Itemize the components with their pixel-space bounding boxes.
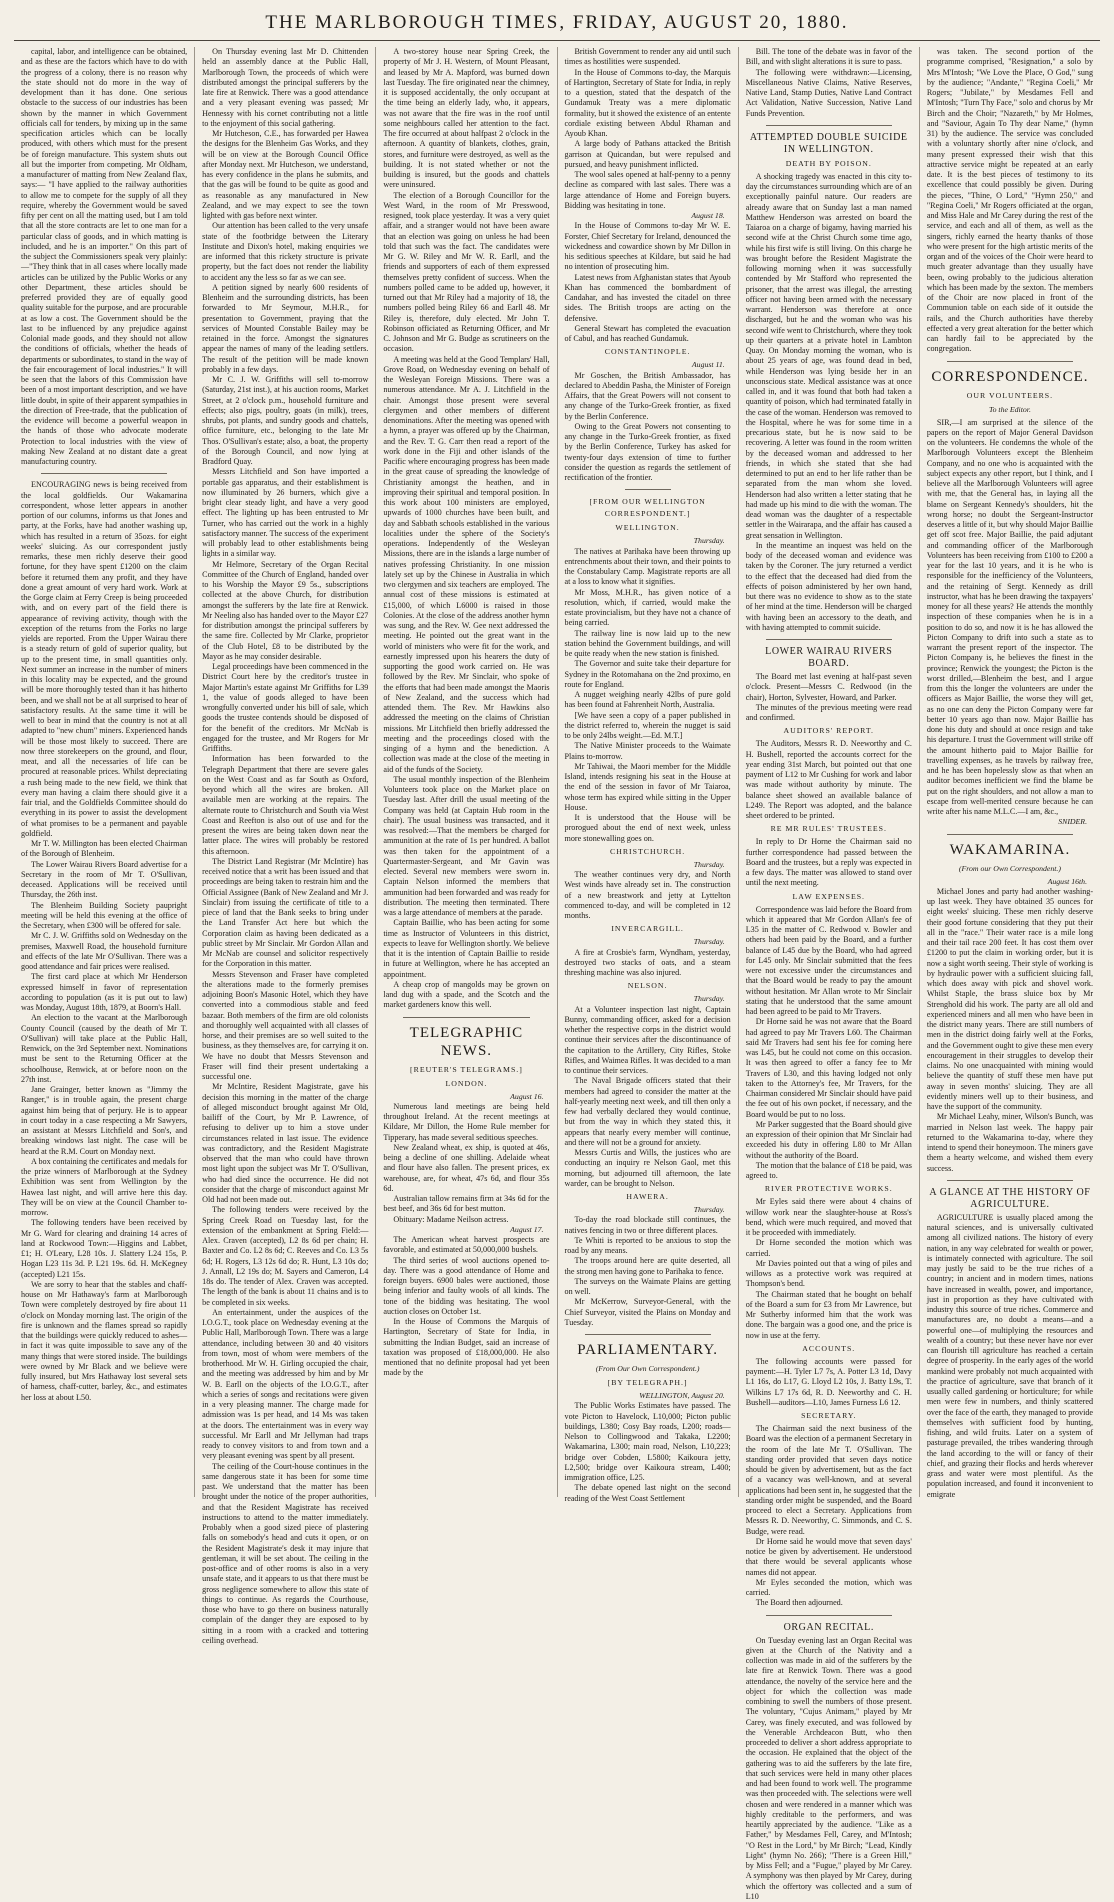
- dateline-date: August 11.: [565, 360, 731, 370]
- news-item: A petition signed by nearly 600 residents of Blenheim and the surrounding districts, has been forwarded to Mr Seymour, M.H.R., for presentation to Government, praying that the services of Mounted Constable Bailey may be retained in the force. Amongst the signatures appear the names of many of the leading settlers. The result of the petition will be made known probably in a few days.: [202, 283, 368, 375]
- news-item: Australian tallow remains firm at 34s 6d for the best beef, and 36s 6d for best mutton.: [383, 1194, 549, 1215]
- divider: [947, 834, 1073, 835]
- masthead: THE MARLBOROUGH TIMES, FRIDAY, AUGUST 20, 1880.: [14, 8, 1100, 41]
- section-heading-double-suicide: ATTEMPTED DOUBLE SUICIDE IN WELLINGTON.: [746, 132, 912, 156]
- news-item: A fire at Crosbie's farm, Wyndham, yesterday, destroyed two stacks of oats, and a steam threshing machine was also injured.: [565, 948, 731, 979]
- news-item: A nugget weighing nearly 42lbs of pure gold has been found at Fahrenheit North, Australia.: [565, 690, 731, 711]
- news-item: An entertainment, under the auspices of the I.O.G.T., took place on Wednesday evening at the Public Hall, Marlborough Town. There was a large attendance, including between 30 and 40 visitors from town, most of whom were members of the brotherhood. Mr W. H. Girling occupied the chair, and the meeting was addressed by him and by Mr W. B. Earll on the objects of the I.O.G.T., after which a series of songs and recitations were given in a very pleasing manner. The charge made for admission was 1s per head, and 14 Ms was taken at the doors. The entertainment was in every way successful. Mr Earll and Mr Jellyman had traps ready to convey visitors to and from town and a very pleasant evening was spent by all present.: [202, 1308, 368, 1462]
- section-subheading: RIVER PROTECTIVE WORKS.: [746, 1183, 912, 1195]
- section-subheading: DEATH BY POISON.: [746, 158, 912, 170]
- news-item: The Lower Wairau Rivers Board advertise for a Secretary in the room of Mr T. O'Sullivan, deceased. Applications will be received until Thursday, the 26th inst.: [21, 860, 187, 901]
- article-paragraph: AGRICULTURE is usually placed among the natural sciences, and is universally cultivated among all civilized nations. The history of every nation, in any way celebrated for wealth or power, is intimately connected with agriculture. The soil may justly be said to be the true riches of a country; in ancient and in modern times, nations have increased in wealth, power, and importance, just in proportion as they have cultivated with industry this source of true riches. Commerce and manufactures are, no doubt a means—and a powerful one—of multiplying the resources and wealth of a country; but these never have nor ever can flourish till agriculture has reached a certain degree of prosperity. In the early ages of the world mankind were probably not much acquainted with the practice of agriculture, save that branch of it usually called gardening or horticulture; for while men were few in numbers, and thinly scattered over the face of the earth, they managed to provide themselves with sufficient food by hunting, fishing, and wild fruits. Later on a system of pasturage prevailed, the tribes wandering through the land according to the will or fancy of their chief, and grazing their flocks and herds wherever grass and water were most plentiful. As the population increased, and found it inconvenient to emigrate: [927, 1213, 1093, 1500]
- news-item: Mr Michael Leahy, miner, Wilson's Bunch, was married in Nelson last week. The happy pair returned to the Wakamarina to-day, where they intend to spend their honeymoon. The miners gave them a hearty welcome, and wished them every success.: [927, 1112, 1093, 1174]
- section-subheading: [REUTER'S TELEGRAMS.]: [383, 1064, 549, 1076]
- dateline-place: CHRISTCHURCH.: [565, 846, 731, 858]
- news-item: Correspondence was laid before the Board from which it appeared that Mr Gordon Allan's fee of L35 in the matter of C. Redwood v. Bowler and others had been paid by the Board, and a further balance of L45 due by the Board, who had agreed for L45 only. Mr Sinclair submitted that the fees were not excessive under the circumstances and that the Board would be ready to pay the amount without hesitation. Mr Allan wrote to Mr Sinclair stating that he understood that the same amount had been agreed to be paid to Mr Travers.: [746, 905, 912, 1018]
- news-item: The debate opened last night on the second reading of the West Coast Settlement: [565, 1483, 731, 1504]
- news-item: The wool sales opened at half-penny to a penny decline as compared with last sales. There was a large attendance of Home and Foreign buyers. Bidding was hesitating in tone.: [565, 170, 731, 211]
- letter-body: SIR,—I am surprised at the silence of the papers on the report of Major General Davidson on the volunteers. He condemns the whole of the Marlborough Volunteers except the Blenheim Company, and no one who is acquainted with the subject expects any other report, but I think, and I believe all the Marlborough Volunteers will agree with me, that the General has, in laying all the blame on Sergeant Kennedy's shoulders, hit the wrong horse; no doubt the Sergeant-Instructor deserves a little of it, but why should Major Baillie get off scot free. Major Baillie, the paid adjutant and commanding officer of the Marlborough Volunteers has been receiving from £100 to £200 a year for the last 10 years, and it is he who is responsible for the inefficiency of the Volunteers, and the retaining of Sergt. Kennedy as drill instructor, what has he been drawing the taxpayers' money for all these years? He attends the monthly inspection of these companies when he is in a position to do so, and now it is he has allowed the Picton Company to drift into such a state as to warrant the present report of the inspector. The Picton Company is, he believes the finest in the province; Renwick the youngest; the Picton is the worst drilled,—Blenheim the best, and I argue from this the longer the volunteers are under the officers as Major Baillie, the worse they will get, as no one can deny the Picton Company were far better 10 years ago than now. Major Baillie has done his duty and should at once resign and take his departure. I trust the Government will strike off the amount hitherto paid to Major Baillie for travelling expenses, as he travels by railway free, and he has been hopelessly slow as that when an auditor becomes inefficient we find the blame be put on the right shoulders, and not allow a man to escape from well-merited censure because he can write after his name M.L.C.—I am, &c.,: [927, 418, 1093, 818]
- news-item: Messrs Curtis and Wills, the justices who are conducting an inquiry re Nelson Gaol, met this morning, but adjourned till afternoon, the late warder, can be brought to Nelson.: [565, 1148, 731, 1189]
- dateline-place: INVERCARGILL.: [565, 923, 731, 935]
- news-item: A meeting was held at the Good Templars' Hall, Grove Road, on Wednesday evening on behalf of the Wesleyan Foreign Missions. There was a numerous attendance. Mr A. J. Litchfield in the chair. Amongst those present were several clergymen and other members of different denominations. After the meeting was opened with a hymn, a prayer was offered up by the Chairman, and the Rev. T. G. Carr then read a report of the work done in the Fiji and other islands of the Pacific where encouraging progress has been made in the great cause of spreading the knowledge of Christianity amongst the heathen, and in improving their spiritual and temporal position. In this work about 100 ministers are employed, upwards of 1000 churches have been built, and day and Sabbath schools established in the various localities under the sphere of the Society's operations. Independently of the Wesleyan Missions, there are in the islands a large number of natives professing Christianity. In one mission lately set up by the Chinese in Australia in which two clergymen and six teachers are employed. The annual cost of these missions is estimated at £15,000, of which L6000 is raised in those Colonies. At the close of the address another hymn was sung, and the Rev. W. Gee next addressed the meeting. He pointed out the great want in the world of ministers who were fit for the work, and earnestly impressed upon his hearers the duty of supporting the good work carried on. He was followed by the Rev. Mr Sinclair, who spoke of the efforts that had been made amongst the Maoris of New Zealand, and the success which had attended them. The Rev. Mr Hawkins also addressed the meeting on the claims of Christian missions. Mr Litchfield then briefly addressed the meeting and the proceedings closed with the singing of a hymn and the benediction. A collection was made at the close of the meeting in aid of the funds of the Society.: [383, 355, 549, 775]
- section-subheading: [BY TELEGRAPH.]: [565, 1377, 731, 1389]
- news-item: The usual monthly inspection of the Blenheim Volunteers took place on the Market place on Tuesday last. After drill the usual meeting of the Company was held (at Captain Hub room in the chair). The usual business was transacted, and it was resolved:—That the members be charged for ammunition at the rate of 1s per hundred. A ballot was then taken for the appointment of a Quartermaster-Sergeant, and Mr Gavin was elected. Several new members were sworn in. Captain Nelson informed the members that ammunition had been forwarded and was ready for distribution. The meeting then terminated. There was a large attendance of members at the parade.: [383, 775, 549, 919]
- news-item: The Native Minister proceeds to the Waimate Plains to-morrow.: [565, 741, 731, 762]
- news-item: The following were withdrawn:—Licensing, Miscellaneous Native Claims, Native Reserves, Native Land, Stamp Duties, Native Land Contract Act Validation, Native Succession, Native Land Funds Prevention.: [746, 68, 912, 119]
- section-heading-telegraphic-news: TELEGRAPHIC NEWS.: [383, 1024, 549, 1060]
- section-subheading: (From Our Own Correspondent.): [565, 1363, 731, 1375]
- news-item: Captain Baillie, who has been acting for some time as Instructor of Volunteers in this district, expects to leave for Wellington shortly. We believe that it is the intention of Captain Baillie to reside in future at Wellington, where he has accepted an appointment.: [383, 918, 549, 980]
- divider: [766, 639, 892, 640]
- news-item: A box containing the certificates and medals for the prize winners of Marlborough at the Sydney Exhibition was sent from Wellington by the Hawea last night, and will arrive here this day. They will be on view at the Council Chamber to-morrow.: [21, 1157, 187, 1219]
- news-item: The following accounts were passed for payment:—H. Tyler L7 7s, A. Potter L3 1d, Davy L1 16s, do L17, G. Lloyd L2 10s, J. Batty L9s, T. Wilkins L7 17s 6d, R. D. Neeworthy and C. H. Bushell—auditors—L10, James Furness L6 12.: [746, 1357, 912, 1408]
- news-item: The Governor and suite take their departure for Sydney in the Rotomahana on the 2nd proximo, en route for England.: [565, 659, 731, 690]
- section-subheading: ACCOUNTS.: [746, 1343, 912, 1355]
- news-item: The troops around here are quite deserted, all the strong men having gone to Parihaka to fence.: [565, 1256, 731, 1277]
- news-item: A cheap crop of mangolds may be grown on land dug with a spade, and the Scotch and the market gardeners know this well.: [383, 980, 549, 1011]
- news-item: Our attention has been called to the very unsafe state of the footbridge between the Literary Institute and Dixon's hotel, making enquiries we are informed that this rickety structure is private property, but the fact does not render the liability to accident any the less so far as we can see.: [202, 221, 368, 283]
- column-4: [558, 47, 739, 1497]
- news-item: In reply to Dr Horne the Chairman said no further correspondence had passed between the Board and the trustees, but a reply was expected in a few days. The matter was allowed to stand over until the next meeting.: [746, 837, 912, 888]
- dateline-place: WELLINGTON.: [565, 522, 731, 534]
- news-item: The ceiling of the Court-house continues in the same dangerous state it has been for some time past. We understand that the matter has been brought under the notice of the proper authorities, and that the Resident Magistrate has received instructions to attend to the matter immediately. Probably when a good sized piece of plastering falls on somebody's head and cuts it open, or on the Resident Magistrate's desk it may injure that gentleman, it will be set about. The ceiling in the post-office and of other rooms is also in a very unsafe state, and it appears to us that there must be gross negligence somewhere to allow this state of things to continue. As regards the Courthouse, those who have to go there on business naturally complain of the danger they are exposed to by sitting in a room with a cracked and tottering ceiling overhead.: [202, 1462, 368, 1647]
- dateline-date: August 16.: [383, 1092, 549, 1102]
- section-subheading: (From our Own Correspondent.): [927, 863, 1093, 875]
- news-item: The Chairman said the next business of the Board was the election of a permanent Secretary in the room of the late Mr T. O'Sullivan. The standing order provided that seven days notice should be given by advertisement, but as the fact of a vacancy was well-known, and at several applications had been sent in, he suggested that the standing order might be suspended, and the Board proceed to elect a Secretary. Applications from Messrs R. D. Neeworthy, C. Simmonds, and C. S. Budge, were read.: [746, 1424, 912, 1537]
- news-item: In the House of Commons to-day, the Marquis of Hartington, Secretary of State for India, in reply to a question, stated that the despatch of the Gundamuk Treaty was a mere diplomatic formality, but it showed the existence of an entente cordiale existing between Abdul Rhaman and Ayoub Khan.: [565, 68, 731, 140]
- letter-salutation: To the Editor.: [927, 404, 1093, 416]
- section-subheading: RE MR RULES' TRUSTEES.: [746, 823, 912, 835]
- divider: [41, 473, 167, 474]
- article-paragraph: capital, labor, and intelligence can be obtained, and as these are the factors which have to do with the progress of a colony, there is no reason why the state should not do more in the way of development than it has done. One serious obstacle to the success of our industries has been shown by the manner in which Government officials call for tenders, by mixing up in the same specification articles which can be locally produced, with others which must for the present be of foreign manufacture. This system shuts out all but the importer from competing. Mr Oldham, a manufacturer of matting from New Zealand flax, says:— "I have applied to the railway authorities to allow me to compete for the supply of all they require, whereby the Government would be saved fifty per cent on all the matting used, but I am told that all the store contracts are let to one man for a particular class of goods, and in which matting is included, and he is an importer." On this part of the subject the Commissioners speak very plainly:—"They think that in all cases where locally made articles can be utilized by the Public Works or any other Department, these articles should be preferred provided they are of equally good quality suitable for the purpose, and are procurable at as low a cost. The Government should be the last to be influenced by any prejudice against Colonial made goods, and they should not allow the conditions of officials, whether the heads of departments or subordinates, to stand in the way of the fair encouragement of local industries." It will be seen that the labors of this Commission have been of a most important description, and we have little doubt, in spite of their apparent sympathies in the direction of Free-trade, that the publication of the evidence will become a powerful weapon in the hands of those who advocate moderate Protection to local industries with the view of making New Zealand at no distant date a great manufacturing country.: [21, 47, 187, 467]
- news-item: Mr Hutcheson, C.E., has forwarded per Hawea the designs for the Blenheim Gas Works, and they will be on view at the Borough Council Office after Monday next. Mr Hutcheson, we understand, has every confidence in the plans he submits, and that the gas will be found to be quite as good and as reasonable as any manufactured in New Zealand, and we may expect to see the town lighted with gas before next winter.: [202, 129, 368, 221]
- news-item: The surveys on the Waimate Plains are getting on well.: [565, 1277, 731, 1298]
- news-item: Mr Davies pointed out that a wing of piles and willows as a protective work was required at Thompson's bend.: [746, 1259, 912, 1290]
- news-item: Dr Horne seconded the motion which was carried.: [746, 1238, 912, 1259]
- news-item: Numerous land meetings are being held throughout Ireland. At the recent meetings at Kildare, Mr Dillon, the Home Rule member for Tipperary, has made several seditious speeches.: [383, 1102, 549, 1143]
- news-item: Latest news from Afghanistan states that Ayoub Khan has commenced the bombardment of Candahar, and has invested the citadel on three sides. The British troops are acting on the defensive.: [565, 273, 731, 324]
- news-item: The Naval Brigade officers stated that their members had agreed to consider the matter at the half-yearly meeting next week, and till then only a few had verbally declared they would continue, but from the way in which they stated this, it appears that nearly every member will continue, and there will not be a ground for anxiety.: [565, 1076, 731, 1148]
- news-item: Michael Jones and party had another washing-up last week. They have obtained 35 ounces for eight weeks' sluicing. These men richly deserve their good fortune considering that they put their all in the "race." Their water race is a mile long and their tail race 200 feet. It has cost them over £1200 to put the claim in working order, but it is now a sight worth seeing. Their style of working is by hydraulic power with a sufficient sluicing fall, which does away with pick and shovel work. Whilst Staple, the brass sluice box by Mr Strenghold did his work. The party are all old and experienced miners and all men who have been in the district many years. There are still numbers of men in the district doing fairly well at the Forks, and the Government ought to give these men every encouragement in their struggles to develop their claims. No one unacquainted with mining would believe the quantity of stuff these men have put away in seven months' sluicing. They are all evidently miners well up to their business, and have the support of the community.: [927, 887, 1093, 1113]
- column-5: [739, 47, 920, 1497]
- news-item: General Stewart has completed the evacuation of Cabul, and has reached Gundamuk.: [565, 324, 731, 345]
- news-item: The following tenders have been received by Mr G. Ward for clearing and draining 14 acres of land at Rockwood Town:—Higgins and Labbet, £1; H. O'Leary, L28 10s. J. Slattery L24 15s, P. Hogan L23 11s 3d. P. L21 19s. 6d. H. McKegney (accepted) L21 15s.: [21, 1218, 187, 1280]
- news-item: The Blenheim Building Society paupright meeting will be held this evening at the office of the Secretary, when £300 will be offered for sale.: [21, 901, 187, 932]
- article-paragraph: ENCOURAGING news is being received from the local goldfields. Our Wakamarina correspondent, whose letter appears in another portion of our columns, informs us that Jones and party, at the Forks, have had another washing up, which has resulted in a return of 35ozs. for eight weeks' sluicing. As our correspondent justly remarks, these men richly deserve their good fortune, for they have spent £1200 on the claim before it returned them any profit, and they have done a great amount of very hard work. Work at the Gorge claim at Ferry Creep is being proceeded with, and on every part of the field there is appearance of reviving activity, though with the exception of the returns from the Forks no large yields are reported. From the Upper Wairau there is a steady return of gold of superior quality, but up to the present time, in small quantities only. Next summer an increase in the number of miners in this locality may be expected, and the ground will be more thoroughly tested than it has hitherto been, and we shall not be at all surprised to hear of satisfactory results. At the same time it will be well to bear in mind that the country is not at all adapted to "new chum" miners. Experienced hands will be those most likely to succeed. There are now three storekeepers on the ground, and flour, meat, and all the necessaries of life can be procured at reasonable prices. Whilst depreciating a rush being made to the new field, we think that every man having a claim there should give it a fair trial, and the Goldfields Committee should do everything in its power to assist the development of what promises to be a permanent and payable goldfield.: [21, 480, 187, 839]
- dateline-date: WELLINGTON, August 20.: [565, 1391, 731, 1401]
- news-item: Dr Horne said he was not aware that the Board had agreed to pay Mr Travers L60. The Chairman said Mr Travers had sent his fee for coming here was L45, but he could not come on this occasion. It was then agreed to offer a fancy fee to Mr Travers of L30, and this having lodged not only taken to the Attorney's fee, Mr Travers, for the Chairman considered Mr Sinclair should have paid the fee out of his own pocket, if necessary, and the Board would be put to no loss.: [746, 1017, 912, 1120]
- news-item: We are sorry to hear that the stables and chaff-house on Mr Hathaway's farm at Marlborough Town were completely destroyed by fire about 11 o'clock on Monday morning last. The origin of the fire is unknown and the flames spread so rapidly that the buildings were quickly reduced to ashes—in fact it was quite impossible to save any of the many things that were stored inside. The buildings were owned by Mr Black and we believe were fully insured, but Mrs Hathaway lost several sets of harness, chaff-cutter, barley, &c., and estimates her loss at about L50.: [21, 1280, 187, 1403]
- dateline-place: LONDON.: [383, 1078, 549, 1090]
- section-heading-agriculture: A GLANCE AT THE HISTORY OF AGRICULTURE.: [927, 1187, 1093, 1211]
- divider: [403, 1017, 529, 1018]
- news-item: The Public Works Estimates have passed. The vote Picton to Havelock, L10,000; Picton public buildings, L380; Cosy Bay roads, L200; roads—Nelson to Collingwood and Takaka, L2200; Wakamarina, L300; main road, Nelson, L10,223; bridge over Cobden, L5800; Kaikoura jetty, L2,500; bridge over Kaikoura stream, L400; immigration office, L25.: [565, 1401, 731, 1483]
- news-item: The American wheat harvest prospects are favorable, and estimated at 50,000,000 bushels.: [383, 1235, 549, 1256]
- news-item: A two-storey house near Spring Creek, the property of Mr J. H. Western, of Mount Pleasant, and leased by Mr A. Mapford, was burned down last Tuesday. The fire originated near the chimney, it is supposed accidentally, the only occupant at the time being an elderly lady, who, it appears, was not aware that the fire was in the roof until some neighbours called her attention to the fact. The fire occurred at about halfpast 2 o'clock in the afternoon. A quantity of blankets, clothes, grain, stores, and furniture were destroyed, as well as the building. It is not stated whether or not the building is insured, but the goods and chattels were uninsured.: [383, 47, 549, 191]
- section-heading-wakamarina: WAKAMARINA.: [927, 841, 1093, 859]
- news-item: Mr C. J. W. Griffiths will sell to-morrow (Saturday, 21st inst.), at his auction rooms, Market Street, at 2 o'clock p.m., household furniture and effects; also pigs, poultry, goats (in milk), trees, shrubs, pot plants, and sundry goods and chattels, office furniture, etc., belonging to the late Mr Thos. O'Sullivan's estate; also, a boat, the property of the Borough Council, and now lying at Bradford Quay.: [202, 375, 368, 467]
- letter-signature: SNIDER.: [927, 817, 1093, 827]
- news-item: Information has been forwarded to the Telegraph Department that there are severe gales on the West Coast and as far South as Oxford, beyond which all the wires are broken. All available men are working at the repairs. The alternate route to Christchurch and South via West Coast and Reefton is also out of use and for the present the wires are being taken down near the latter place. The wires will probably be restored this afternoon.: [202, 754, 368, 857]
- section-heading-rivers-board: LOWER WAIRAU RIVERS BOARD.: [746, 646, 912, 670]
- news-item: was taken. The second portion of the programme comprised, "Resignation," a solo by Mrs M'Intosh; "We Love the Place, O God," sung by the audience; "Andante," "Regina Coeli," Mr Rogers; "Jubilate," by Mesdames Fell and M'Intosh; "Turn Thy Face," solo and chorus by Mr Birch and the Choir; "Nazareth," by Mr Holmes, and "Saviour, Again To Thy dear Name," (hymn 31) by the audience. The service was concluded with a voluntary shortly after nine o'clock, and many present expressed their wish that this attractive service might be repeated at an early date. It is the best pieces of testimony to its excellence that could possibly be given. During the pieces, "Thine, O Lord," "Hymn 250," and "Regina Coeli," Mr Rogers officiated at the organ, and Miss Hale and Mr Carey during the rest of the service, and each and all of them, as well as the singers, richly earned the hearty thanks of those who were present for the high artistic merits of the organ and of the voices of the Choir were heard to much greater advantage than they usually have been, owing probably to the judicious alteration which has been made by the sexton. The members of the Choir are now placed in front of the Communion table on each side of it outside the rails, and the Church authorities have thereby effected a very great alteration for the better which can hardly fail to be appreciated by the congregation.: [927, 47, 1093, 355]
- section-heading-correspondence: CORRESPONDENCE.: [927, 368, 1093, 386]
- news-item: Legal proceedings have been commenced in the District Court here by the creditor's trustee in Major Martin's estate against Mr Griffiths for L39 1, the value of goods alleged to have been wrongfully converted under his bill of sale, which goods the trustee contends should be disposed of for the benefit of the creditors. Mr McNab is engaged for the trustee, and Mr Rogers for Mr Griffiths.: [202, 662, 368, 754]
- section-subheading: SECRETARY.: [746, 1410, 912, 1422]
- section-heading-parliamentary: PARLIAMENTARY.: [565, 1341, 731, 1359]
- news-item: Mr Tahiwai, the Maori member for the Middle Island, intends resigning his seat in the House at the end of the session in favor of Mr Taiaroa, whose term has expired while sitting in the Upper House.: [565, 762, 731, 813]
- news-item: In the meantime an inquest was held on the body of the deceased woman and evidence was taken by the Coroner. The jury returned a verdict to the effect that the deceased had died from the effects of poison administered by her own hand, but there was no evidence to show as to the state of her mind at the time. Henderson will be charged with having been an accessory to the death, and with having attempted to commit suicide.: [746, 541, 912, 633]
- news-item: Mr Moss, M.H.R., has given notice of a resolution, which, if carried, would make the estate provincialism, but they have not a chance of being carried.: [565, 588, 731, 629]
- news-item: In the House of Commons the Marquis of Hartington, Secretary of State for India, in submitting the Indian Budget, said an increase of taxation was proposed of £18,000,000. He also mentioned that no definite proposal had yet been made by the: [383, 1317, 549, 1379]
- news-item: In the House of Commons to-day Mr W. E. Forster, Chief Secretary for Ireland, denounced the wickedness and cowardice shown by Mr Dillon in his seditious speeches at Kildare, but said he had no intention of prosecuting him.: [565, 221, 731, 272]
- divider: [766, 125, 892, 126]
- news-item: Mr Eyles seconded the motion, which was carried.: [746, 1578, 912, 1599]
- news-item: On Tuesday evening last an Organ Recital was given at the Church of the Nativity and a collection was made in aid of the sufferers by the late fire at Renwick Town. There was a good attendance, the novelty of the service here and the object for which the collection was made combining to swell the numbers of those present. The voluntary, "Cujus Animam," played by Mr Carey, was finely executed, and was followed by the Venerable Archdeacon Butt, who then proceeded to deliver a short address appropriate to the occasion. He explained that the object of the gathering was to aid the sufferers by the late fire, that such services were held in many other places and had been found to work well. The programme was then proceeded with. The selections were well chosen and were rendered in a manner which was highly creditable to the performers, and was heartily appreciated by the audience. "Like as a Father," by Mesdames Fell, Carey, and M'Intosh; "O Rest in the Lord," by Mr Birch; "Lead, Kindly Light" (hymn No. 266); "There is a Green Hill," by Miss Fell; and a "Fugue," played by Mr Carey. A symphony was then played by Mr Carey, during which the offertory was collected and a sum of L10: [746, 1636, 912, 1902]
- news-item: The railway line is now laid up to the new station behind the Government buildings, and will be quite ready when the new station is finished.: [565, 629, 731, 660]
- news-item: The weather continues very dry, and North West winds have already set in. The construction of a new breastwork and jetty at Lyttelton commenced to-day, and will be completed in 12 months.: [565, 870, 731, 921]
- dateline-place: HAWERA.: [565, 1191, 731, 1203]
- divider: [625, 489, 671, 490]
- news-item: Mr Helmore, Secretary of the Organ Recital Committee of the Church of England, handed over to his Worship the Mayor £9 5s., subscriptions collected at the above Church, for distribution amongst the sufferers by the late fire at Renwick. Mr Neeling also has handed over to the Mayor £27 for distribution amongst the principal sufferers by the same fire. Collected by Mr Clarke, proprietor of the Club Hotel, £8 to be distributed by the Mayor as he may consider desirable.: [202, 560, 368, 663]
- divider: [947, 361, 1073, 362]
- divider: [947, 1180, 1073, 1181]
- news-item: Dr Horne said he would move that seven days' notice be given by advertisement. He understood that there would be several applicants whose names did not appear.: [746, 1537, 912, 1578]
- dateline-place: CONSTANTINOPLE.: [565, 346, 731, 358]
- dateline-date: Thursday.: [565, 536, 731, 546]
- news-item: Bill. The tone of the debate was in favor of the Bill, and with slight alterations it is sure to pass.: [746, 47, 912, 68]
- news-item: Obituary: Madame Neilson actress.: [383, 1215, 549, 1225]
- news-item: A large body of Pathans attacked the British garrison at Quicandan, but were repulsed and pursued, and heavy punishment inflicted.: [565, 139, 731, 170]
- news-item: The first card place at which Mr Henderson expressed himself in favor of representation according to population (as it is put out to law) was Monday, August 18th, 1879, at Boorn's Hall.: [21, 972, 187, 1013]
- news-item: The Board met last evening at half-past seven o'clock. Present—Messrs C. Redwood (in the chair), Horton, Sylvester, Howard, and Parker.: [746, 672, 912, 703]
- column-1: [14, 47, 195, 1497]
- news-item: The Auditors, Messrs R. D. Neeworthy and C. H. Bushell, reported the accounts correct for the year ending 31st March, but pointed out that one payment of L12 to Mr Cushing for work and labor was made without authority by minute. The balance sheet showed an available balance of L249. The Report was adopted, and the balance sheet ordered to be printed.: [746, 739, 912, 821]
- section-subheading: OUR VOLUNTEERS.: [927, 390, 1093, 402]
- news-item: At a Volunteer inspection last night, Captain Bunny, commanding officer, asked for a decision whether the respective corps in the district would continue their services after the discontinuance of the capitation to the Artillery, City Rifles, Stoke Rifles, and Waimea Rifles. It was decided to a man to continue their services.: [565, 1005, 731, 1077]
- news-item: The election of a Borough Councillor for the West Ward, in the room of Mr Presswood, resigned, took place yesterday. It was a very quiet affair, and a stranger would not have been aware that an election was going on unless he had been told that such was the fact. The candidates were Mr G. W. Riley and Mr W. R. Earll, and the friends and supporters of each of them expressed themselves pretty confident of success. When the numbers polled came to be added up, however, it turned out that Mr Riley had a majority of 18, the numbers polled being Riley 66 and Earll 48. Mr Riley is, therefore, duly elected. Mr John T. Robinson officiated as Returning Officer, and Mr C. Johnson and Mr G. Budge as scrutineers on the occasion.: [383, 191, 549, 355]
- news-item: New Zealand wheat, ex ship, is quoted at 46s, being a decline of one shilling. Adelaide wheat and flour have also fallen. The present prices, ex warehouse, are, for wheat, 47s 6d, and flour 35s 6d.: [383, 1143, 549, 1194]
- dateline-date: Thursday.: [565, 994, 731, 1004]
- news-item: Mr Goschen, the British Ambassador, has declared to Abeddin Pasha, the Minister of Foreign Affairs, that the Great Powers will not consent to any change of the Turko-Greek frontier, as fixed by the Berlin Conference.: [565, 371, 731, 422]
- news-item: The Board then adjourned.: [746, 1598, 912, 1608]
- dateline-date: Thursday.: [565, 937, 731, 947]
- dateline-place: NELSON.: [565, 980, 731, 992]
- news-item: It is understood that the House will be prorogued about the end of next week, unless more stonewalling goes on.: [565, 813, 731, 844]
- news-item: Mr C. J. W. Griffiths sold on Wednesday on the premises, Maxwell Road, the household furniture and effects of the late Mr O'Sullivan. There was a good attendance and fair prices were realised.: [21, 931, 187, 972]
- column-6: [920, 47, 1100, 1497]
- news-item: The third series of wool auctions opened to-day. There was a good attendance of Home and foreign buyers. 6900 bales were auctioned, those being inferior and faulty wools of all kinds. The tone of the bidding was hesitating. The wool auction closes on October 1st.: [383, 1256, 549, 1318]
- section-subheading: AUDITORS' REPORT.: [746, 725, 912, 737]
- news-item: The following tenders were received by the Spring Creek Road on Tuesday last, for the extension of the embankment at Spring Field:—Alex. Craven (accepted), L2 8s 6d per chain; H. Baxter and Co. L2 8s 6d; C. Reeves and Co. L3 5s 6d; H. Rogers, L3 12s 6d do; R. Hunt, L3 10s do; J. Annall, L2 19s do; M. Sayers and Cameron, L4 18s do. The tender of Alex. Craven was accepted. The length of the bank is about 11 chains and is to be completed in six weeks.: [202, 1205, 368, 1308]
- news-item: An election to the vacant at the Marlborough County Council (caused by the death of Mr T. O'Sullivan) will take place at the Public Hall, Renwick, on the 3rd September next. Nominations must be sent to the Returning Officer at the schoolhouse, Renwick, at or before noon on the 27th inst.: [21, 1013, 187, 1085]
- news-item: A shocking tragedy was enacted in this city to-day the circumstances surrounding which are of an exceptionally painful nature. Our readers are already aware that on Sunday last a man named Matthew Henderson was arrested on board the Taiaroa on a charge of bigamy, having married his second wife at the Christ Church some time ago, while his first wife is still living. On this charge he was brought before the Resident Magistrate the following morning when it was successfully contended by Mr Stafford who represented the prisoner, that the arrest was illegal, the arresting officer not having been armed with the necessary warrant. Henderson was therefore at once discharged, but he and the woman who was his second wife went to Christchurch, where they took up their quarters at a private hotel in Lambton Quay. On Monday morning the woman, who is about 25 years of age, was found dead in bed, while Henderson was lying beside her in an unconscious state. Medical assistance was at once called in, and it was found that both had taken a quantity of poison, which had terminated fatally in the case of the woman. Henderson was removed to the Hospital, where he was for some time in a precarious state, but he is now said to be recovering. A letter was found in the room written by the deceased woman and addressed to her friends, in which she stated that she had determined to put an end to her life rather than be separated from the man whom she loved. Henderson had also written a letter stating that he had made up his mind to die with the woman. The dead woman was the daughter of a respectable settler in the Wairarapa, and the affair has caused a great sensation in Wellington.: [746, 172, 912, 541]
- dateline-date: Thursday.: [565, 860, 731, 870]
- section-subheading: [FROM OUR WELLINGTON CORRESPONDENT.]: [565, 496, 731, 520]
- news-item: To-day the road blockade still continues, the natives fencing in two or three different places.: [565, 1215, 731, 1236]
- news-item: [We have seen a copy of a paper published in the district referred to, wherein the nugget is said to be only 24lbs weight.—Ed. M.T.]: [565, 711, 731, 742]
- news-item: British Government to render any aid until such times as hostilities were suspended.: [565, 47, 731, 68]
- news-item: Mr McIntire, Resident Magistrate, gave his decision this morning in the matter of the charge of alleged misconduct brought against Mr Old, bailiff of the Court, by Mr P. Lawrence, of refusing to deliver up to him a stove under circumstances related in last issue. The evidence was contradictory, and the Resident Magistrate observed that the man who could have thrown most light upon the subject was Mr T. O'Sullivan, who had died since the occurrence. He did not consider that the charge of misconduct against Mr Old had not been made out.: [202, 1082, 368, 1205]
- news-item: The natives at Parihaka have been throwing up entrenchments about their town, and their points to the Constabulary Camp. Magistrate reports are all at a loss to know what it signifies.: [565, 547, 731, 588]
- news-item: The minutes of the previous meeting were read and confirmed.: [746, 703, 912, 724]
- news-item: Mr Parker suggested that the Board should give an expression of their opinion that Mr Sinclair had exceeded his duty in offering L80 to Mr Allan without the authority of the Board.: [746, 1120, 912, 1161]
- divider: [585, 1334, 711, 1335]
- news-item: Mr T. W. Millington has been elected Chairman of the Borough of Blenheim.: [21, 839, 187, 860]
- dateline-date: August 16th.: [927, 877, 1093, 887]
- news-item: Mr Eyles said there were about 4 chains of willow work near the slaughter-house at Ross's bend, which were much required, and moved that it be proceeded with immediately.: [746, 1197, 912, 1238]
- columns: [14, 47, 1100, 1497]
- news-item: Owing to the Great Powers not consenting to any change in the Turko-Greek frontier, as fixed by the Berlin Conference, Turkey has asked for twenty-four days extension of time to further consider the question as regards the settlement of rectification of the frontier.: [565, 422, 731, 484]
- news-item: Messrs Stevenson and Fraser have completed the alterations made to the formerly premises adjoining Boon's Masonic Hotel, which they have converted into a commodious stable and feed bazaar. Both members of the firm are old colonists and thoroughly well acquainted with all classes of horse, and their premises are so well suited to the business, as they themselves are, for carrying it on. We have no doubt that Messrs Stevenson and Fraser will find their present undertaking a successful one.: [202, 970, 368, 1083]
- news-item: Jane Grainger, better known as "Jimmy the Ranger," is in trouble again, the present charge against him being that of perjury. He is to appear in court today in a case respecting a Mr Sawyers, an assistant at Messrs Litchfield and Son's, and breaking windows last night. The case will be heard at the R.M. Court on Monday next.: [21, 1085, 187, 1157]
- column-3: [376, 47, 557, 1497]
- column-2: [195, 47, 376, 1497]
- news-item: The District Land Registrar (Mr McIntire) has received notice that a writ has been issued and that proceedings are being taken to restrain him and the Official Assignee (Bank of New Zealand and Mr J. Sinclair) from issuing the certificate of title to a piece of land that the Bank seeks to bring under the Land Transfer Act here but which the Corporation claim as having been dedicated as a public street by Mr Sinclair. Mr Gordon Allan and Mr McNab are counsel and solicitor respectively for the Corporation in this matter.: [202, 857, 368, 970]
- news-item: On Thursday evening last Mr D. Chittenden held an assembly dance at the Public Hall, Marlborough Town, the proceeds of which were distributed amongst the principal sufferers by the late fire at Renwick. There was a good attendance and a very pleasant evening was passed; Mr Hennessy with his cornet contributing not a little to the enjoyment of this social gathering.: [202, 47, 368, 129]
- news-item: The motion that the balance of £18 be paid, was agreed to.: [746, 1161, 912, 1182]
- news-item: Te Whiti is reported to be anxious to stop the road by any means.: [565, 1236, 731, 1257]
- news-item: The Chairman stated that he bought on behalf of the Board a sum for £3 from Mr Lawrence, but Mr Sutherby informed him that the work was done. The bargain was a good one, and the price is now in use at the ferry.: [746, 1290, 912, 1341]
- news-item: Messrs Litchfield and Son have imported a portable gas apparatus, and their establishment is now illuminated by 26 burners, which give a bright clear steady light, and have a very good effect. The lighting up has been entrusted to Mr Turner, who has carried out the work in a highly satisfactory manner. The success of the experiment will probably lead to other establishments being lights in a similar way.: [202, 467, 368, 559]
- section-heading-organ-recital: ORGAN RECITAL.: [746, 1622, 912, 1634]
- dateline-date: August 17.: [383, 1225, 549, 1235]
- divider: [766, 1615, 892, 1616]
- section-subheading: LAW EXPENSES.: [746, 891, 912, 903]
- news-item: Mr McKerrow, Surveyor-General, with the Chief Surveyor, visited the Plains on Monday and Tuesday.: [565, 1297, 731, 1328]
- dateline-date: August 18.: [565, 211, 731, 221]
- dateline-date: Thursday.: [565, 1205, 731, 1215]
